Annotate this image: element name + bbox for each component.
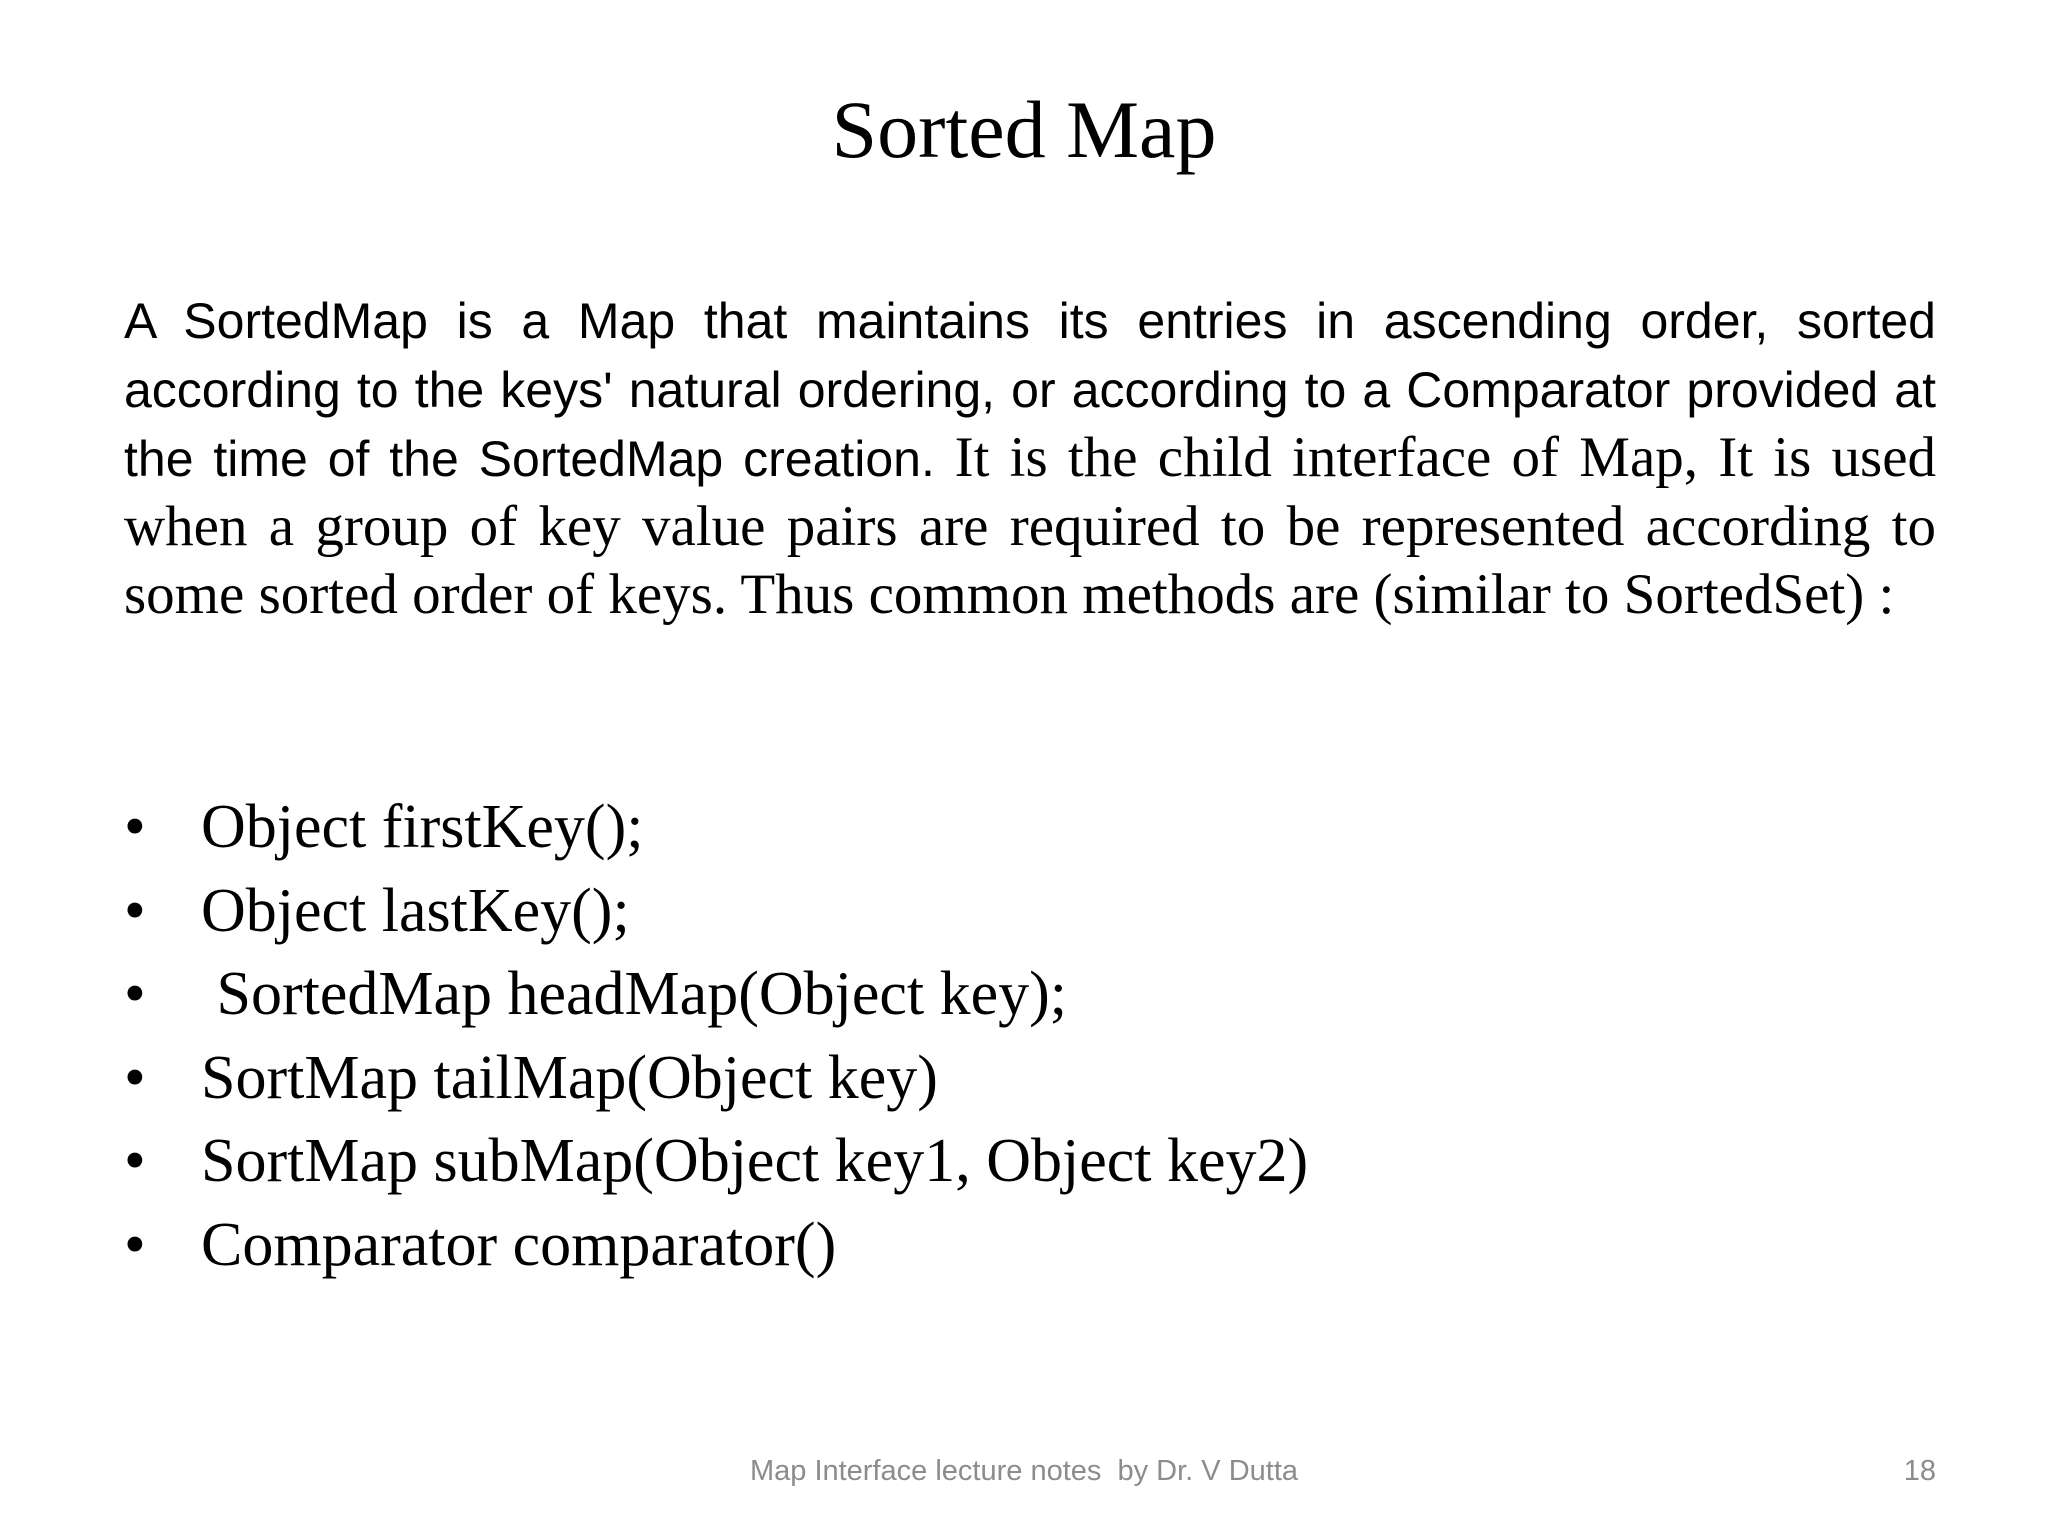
method-text: Comparator comparator() [201, 1210, 837, 1279]
footer-text: Map Interface lecture notes by Dr. V Dutta [749, 1455, 1299, 1487]
list-item [124, 1204, 1936, 1288]
paragraph-sans-text: A SortedMap is a Map that maintains its entries in ascending order, sorted according to the keys' natural ordering, or according to a Comparator provided at the time of the SortedMap creation. [124, 293, 1936, 487]
method-text: Object lastKey(); [201, 876, 630, 945]
list-item [124, 953, 1936, 1037]
bullet-icon: • [124, 1043, 146, 1112]
method-text: Object firstKey(); [201, 793, 644, 861]
bullet-icon: • [124, 876, 146, 945]
bullet-icon: • [124, 1127, 146, 1195]
page-number: 18 [1903, 1455, 1936, 1487]
body-paragraph [124, 286, 1936, 629]
list-item [124, 786, 1936, 870]
methods-list [124, 786, 1936, 1287]
bullet-icon: • [124, 793, 146, 861]
list-item [124, 870, 1936, 954]
bullet-icon: • [124, 1210, 146, 1279]
method-text: SortMap subMap(Object key1, Object key2) [201, 1127, 1309, 1195]
list-item [124, 1120, 1936, 1204]
bullet-icon: • [124, 960, 146, 1028]
list-item [124, 1037, 1936, 1121]
method-text: SortMap tailMap(Object key) [201, 1043, 938, 1112]
method-text: SortedMap headMap(Object key); [201, 960, 1068, 1028]
paragraph-serif-text: It is the child interface of Map, It is used when a group of key value pairs are required to be represented according to some sorted order of keys. Thus common methods are (similar to SortedSet) : [124, 426, 1937, 626]
slide-title: Sorted Map [831, 84, 1217, 175]
